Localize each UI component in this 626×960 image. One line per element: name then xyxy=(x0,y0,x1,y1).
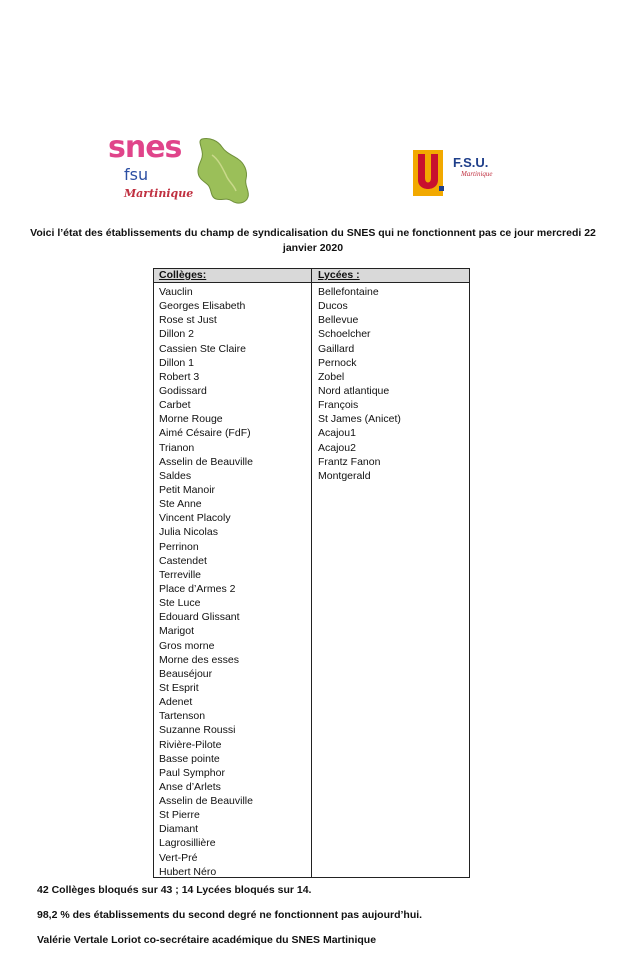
list-item: Pernock xyxy=(318,356,357,369)
list-item: Acajou1 xyxy=(318,427,356,440)
list-item: Carbet xyxy=(159,399,191,412)
list-item: Marigot xyxy=(159,625,195,638)
list-item: Bellefontaine xyxy=(318,286,379,298)
list-item: Ste Anne xyxy=(159,498,202,511)
list-item: Robert 3 xyxy=(159,370,200,383)
list-item: Beauséjour xyxy=(159,667,213,680)
list-item: Ducos xyxy=(318,300,348,313)
list-item: Ste Luce xyxy=(159,597,201,610)
establishments-table xyxy=(153,268,470,878)
list-item: Vauclin xyxy=(159,286,193,298)
list-item: Frantz Fanon xyxy=(318,455,381,468)
list-item: St Pierre xyxy=(159,809,200,822)
list-item: Montgerald xyxy=(318,469,371,482)
martinique-island-icon xyxy=(192,135,254,207)
snes-logo-region: Martinique xyxy=(124,187,194,200)
list-item: Georges Elisabeth xyxy=(159,300,246,313)
lycees-list xyxy=(318,285,468,483)
percentage-text: 98,2 % des établissements du second degré ne fonctionnent pas aujourd’hui. xyxy=(37,909,423,921)
list-item: Trianon xyxy=(159,441,195,454)
list-item: Vincent Placoly xyxy=(159,512,231,525)
list-item: Gros morne xyxy=(159,639,215,652)
list-item: Vert-Pré xyxy=(159,851,198,864)
list-item: Lagrosillière xyxy=(159,837,216,850)
list-item: Petit Manoir xyxy=(159,483,216,496)
list-item: Morne des esses xyxy=(159,653,239,666)
list-item: Place d’Armes 2 xyxy=(159,582,236,595)
list-item: Tartenson xyxy=(159,710,206,723)
list-item: Rose st Just xyxy=(159,314,217,327)
list-item: Godissard xyxy=(159,384,207,397)
fsu-logo-region: Martinique xyxy=(461,170,493,178)
list-item: Rivière-Pilote xyxy=(159,738,222,751)
list-item: Edouard Glissant xyxy=(159,611,240,624)
list-item: Nord atlantique xyxy=(318,384,390,397)
list-item: Bellevue xyxy=(318,314,359,327)
list-item: Suzanne Roussi xyxy=(159,724,236,737)
list-item: Perrinon xyxy=(159,540,199,553)
snes-logo-fsu: fsu xyxy=(124,165,149,184)
list-item: Terreville xyxy=(159,568,202,581)
list-item: Morne Rouge xyxy=(159,413,223,426)
list-item: Zobel xyxy=(318,370,345,383)
list-item: Schoelcher xyxy=(318,328,371,341)
list-item: François xyxy=(318,399,359,412)
list-item: Aimé Césaire (FdF) xyxy=(159,427,251,440)
page-heading: Voici l’état des établissements du champ de syndicalisation du SNES qui ne fonctionnent pas ce jour mercredi 22 janvier 2020 xyxy=(30,227,596,254)
list-item: Dillon 1 xyxy=(159,356,195,369)
list-item: Asselin de Beauville xyxy=(159,455,253,468)
list-item: St James (Anicet) xyxy=(318,413,401,426)
list-item: Cassien Ste Claire xyxy=(159,342,246,355)
colleges-list xyxy=(159,285,309,879)
snes-logo-wordmark: snes xyxy=(108,130,182,165)
lycees-header: Lycées : xyxy=(318,269,360,281)
signature-text: Valérie Vertale Loriot co-secrétaire académique du SNES Martinique xyxy=(37,934,377,946)
colleges-header: Collèges: xyxy=(159,269,207,281)
snes-logo xyxy=(104,130,254,209)
summary-text: 42 Collèges bloqués sur 43 ; 14 Lycées bloqués sur 14. xyxy=(37,884,312,896)
list-item: Paul Symphor xyxy=(159,766,225,779)
list-item: Acajou2 xyxy=(318,441,356,454)
list-item: Adenet xyxy=(159,696,193,709)
fsu-logo xyxy=(413,150,513,200)
list-item: Basse pointe xyxy=(159,752,220,765)
list-item: Gaillard xyxy=(318,342,355,355)
list-item: Diamant xyxy=(159,823,199,836)
list-item: Anse d’Arlets xyxy=(159,780,221,793)
fsu-logo-wordmark: F.S.U. xyxy=(453,155,489,170)
list-item: Hubert Néro xyxy=(159,865,217,878)
list-item: Saldes xyxy=(159,469,192,482)
list-item: Dillon 2 xyxy=(159,328,195,341)
column-divider xyxy=(311,269,312,877)
fsu-u-icon xyxy=(413,150,449,196)
list-item: St Esprit xyxy=(159,681,199,694)
list-item: Asselin de Beauville xyxy=(159,795,253,808)
list-item: Castendet xyxy=(159,554,207,567)
list-item: Julia Nicolas xyxy=(159,526,218,539)
